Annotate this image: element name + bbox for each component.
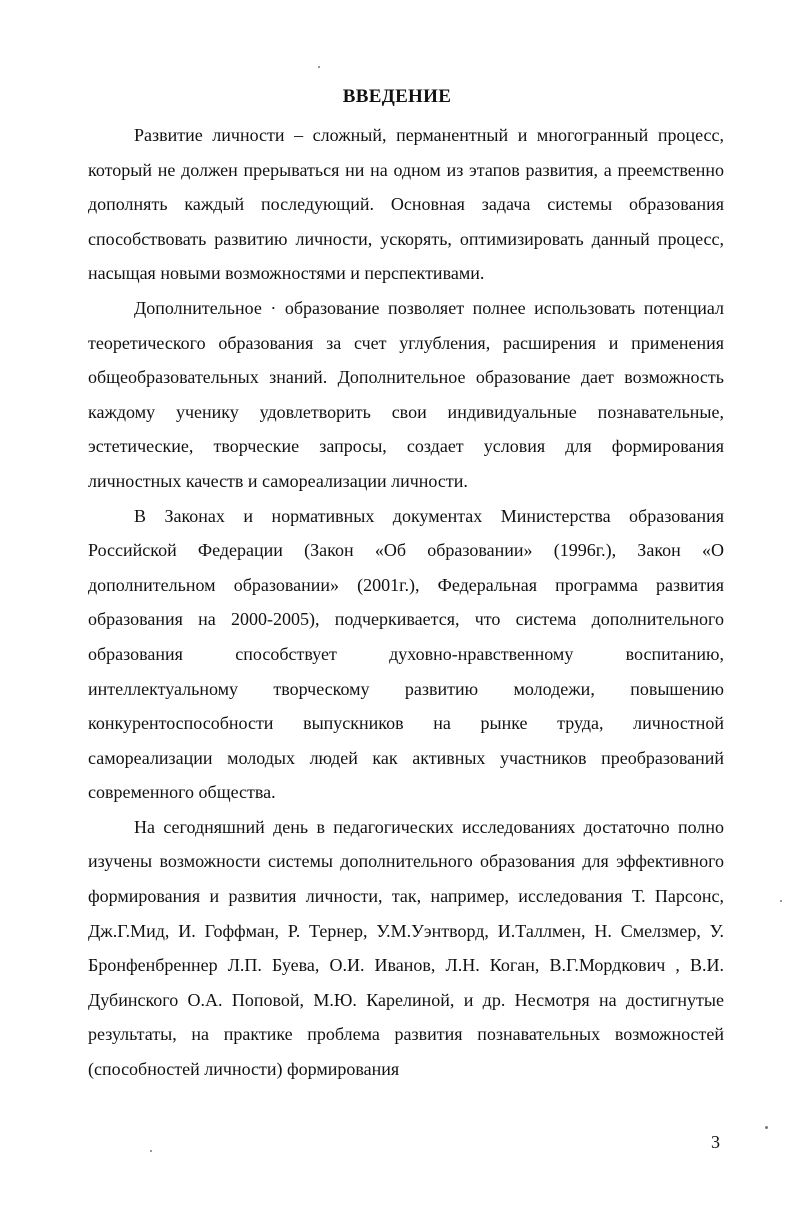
scan-speck: [318, 66, 320, 68]
scan-speck: [765, 1126, 768, 1129]
scan-speck: [150, 1150, 152, 1152]
paragraph-4: На сегодняшний день в педагогических исследованиях достаточно полно изучены возможности системы дополнительного образования для эффективного формирования и развития личности, так, например, исследования Т. Парсонс, Дж.Г.Мид, И. Гоффман, Р. Тернер, У.М.Уэнтворд, И.Таллмен, Н. Смелзмер, У. Бронфенбреннер Л.П. Буева, О.И. Иванов, Л.Н. Коган, В.Г.Мордкович , В.И. Дубинского О.А. Поповой, М.Ю. Карелиной, и др. Несмотря на достигнутые результаты, на практике проблема развития познавательных возможностей (способностей личности) формирования: [88, 816, 724, 1080]
body-text: [88, 118, 724, 1087]
paragraph-1: Развитие личности – сложный, перманентный и многогранный процесс, который не должен прерываться ни на одном из этапов развития, а преемственно дополнять каждый последующий. Основная задача системы образования способствовать развитию личности, ускорять, оптимизировать данный процесс, насыщая новыми возможностями и перспективами.: [88, 125, 724, 284]
paragraph-3: В Законах и нормативных документах Министерства образования Российской Федерации (Закон «Об образовании» (1996г.), Закон «О дополнительном образовании» (2001г.), Федеральная программа развития образования на 2000-2005), подчеркивается, что система дополнительного образования способствует духовно-нравственному воспитанию, интеллектуальному творческому развитию молодежи, повышению конкурентоспособности выпускников на рынке труда, личностной самореализации молодых людей как активных участников преобразований современного общества.: [88, 505, 724, 803]
paragraph-2: Дополнительное · образование позволяет полнее использовать потенциал теоретического образования за счет углубления, расширения и применения общеобразовательных знаний. Дополнительное образование дает возможность каждому ученику удовлетворить свои индивидуальные познавательные, эстетические, творческие запросы, создает условия для формирования личностных качеств и самореализации личности.: [88, 297, 724, 491]
page-number: 3: [711, 1132, 720, 1152]
scan-speck: [780, 900, 782, 902]
page-title: ВВЕДЕНИЕ: [342, 86, 452, 107]
